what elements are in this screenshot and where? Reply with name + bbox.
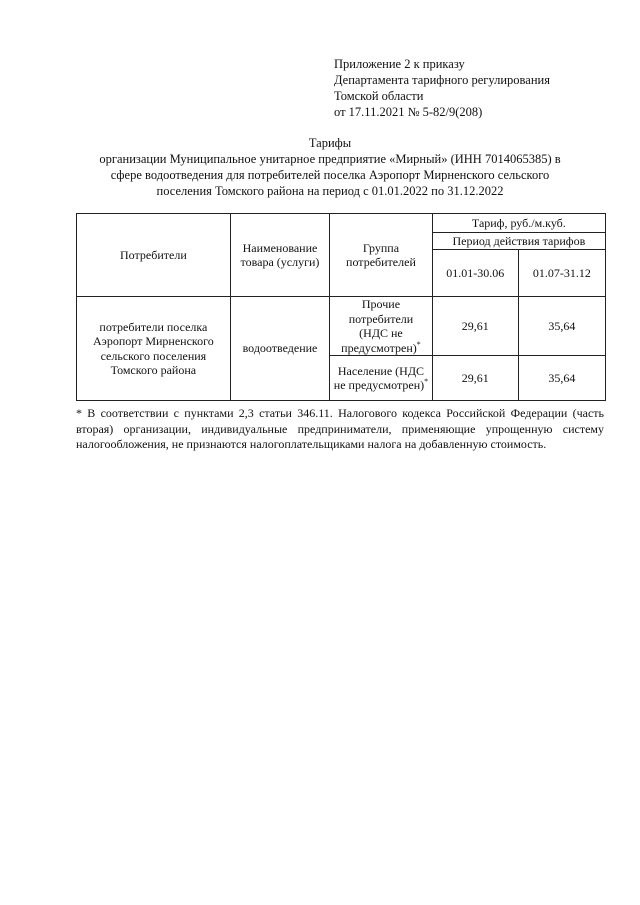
title-line: сфере водоотведения для потребителей поселка Аэропорт Мирненского сельского	[110, 168, 550, 182]
cell-group	[330, 356, 433, 401]
header-service-name: Наименование товара (услуги)	[230, 214, 329, 297]
appendix-line: Приложение 2 к приказу	[334, 57, 465, 71]
header-period-1: 01.01-30.06	[432, 250, 518, 297]
header-period-2: 01.07-31.12	[518, 250, 605, 297]
header-consumers: Потребители	[77, 214, 231, 297]
header-consumer-group: Группа потребителей	[330, 214, 433, 297]
header-period: Период действия тарифов	[432, 233, 605, 250]
cell-group	[330, 297, 433, 356]
title-line: поселения Томского района на период с 01.01.2022 по 31.12.2022	[156, 184, 504, 198]
group-text: Население (НДС не предусмотрен)	[333, 363, 425, 392]
appendix-line: Департамента тарифного регулирования	[334, 73, 550, 87]
appendix-line: Томской области	[334, 89, 424, 103]
cell-service: водоотведение	[230, 297, 329, 401]
tariff-table	[76, 213, 606, 401]
footnote: * В соответствии с пунктами 2,3 статьи 346.11. Налогового кодекса Российской Федерации (часть вторая) организации, индивидуальные предприниматели, применяющие упрощенную систему налогообложения, не признаются налогоплательщиками налога на добавленную стоимость.	[76, 406, 604, 451]
title-line: организации Муниципальное унитарное предприятие «Мирный» (ИНН 7014065385) в	[99, 152, 561, 166]
cell-tariff-period-1: 29,61	[432, 356, 518, 401]
cell-tariff-period-2: 35,64	[518, 297, 605, 356]
cell-consumers: потребители поселка Аэропорт Мирненского сельского поселения Томского района	[77, 297, 231, 401]
header-tariff: Тариф, руб./м.куб.	[432, 214, 605, 233]
group-text: Прочие потребители (НДС не предусмотрен)	[341, 297, 417, 355]
footnote-marker: *	[424, 377, 429, 386]
appendix-line: от 17.11.2021 № 5-82/9(208)	[334, 105, 483, 119]
cell-tariff-period-1: 29,61	[432, 297, 518, 356]
document-title	[60, 135, 600, 199]
footnote-marker: *	[416, 339, 421, 349]
title-heading: Тарифы	[308, 136, 352, 150]
table-row	[77, 297, 606, 356]
cell-tariff-period-2: 35,64	[518, 356, 605, 401]
appendix-header	[334, 56, 550, 120]
